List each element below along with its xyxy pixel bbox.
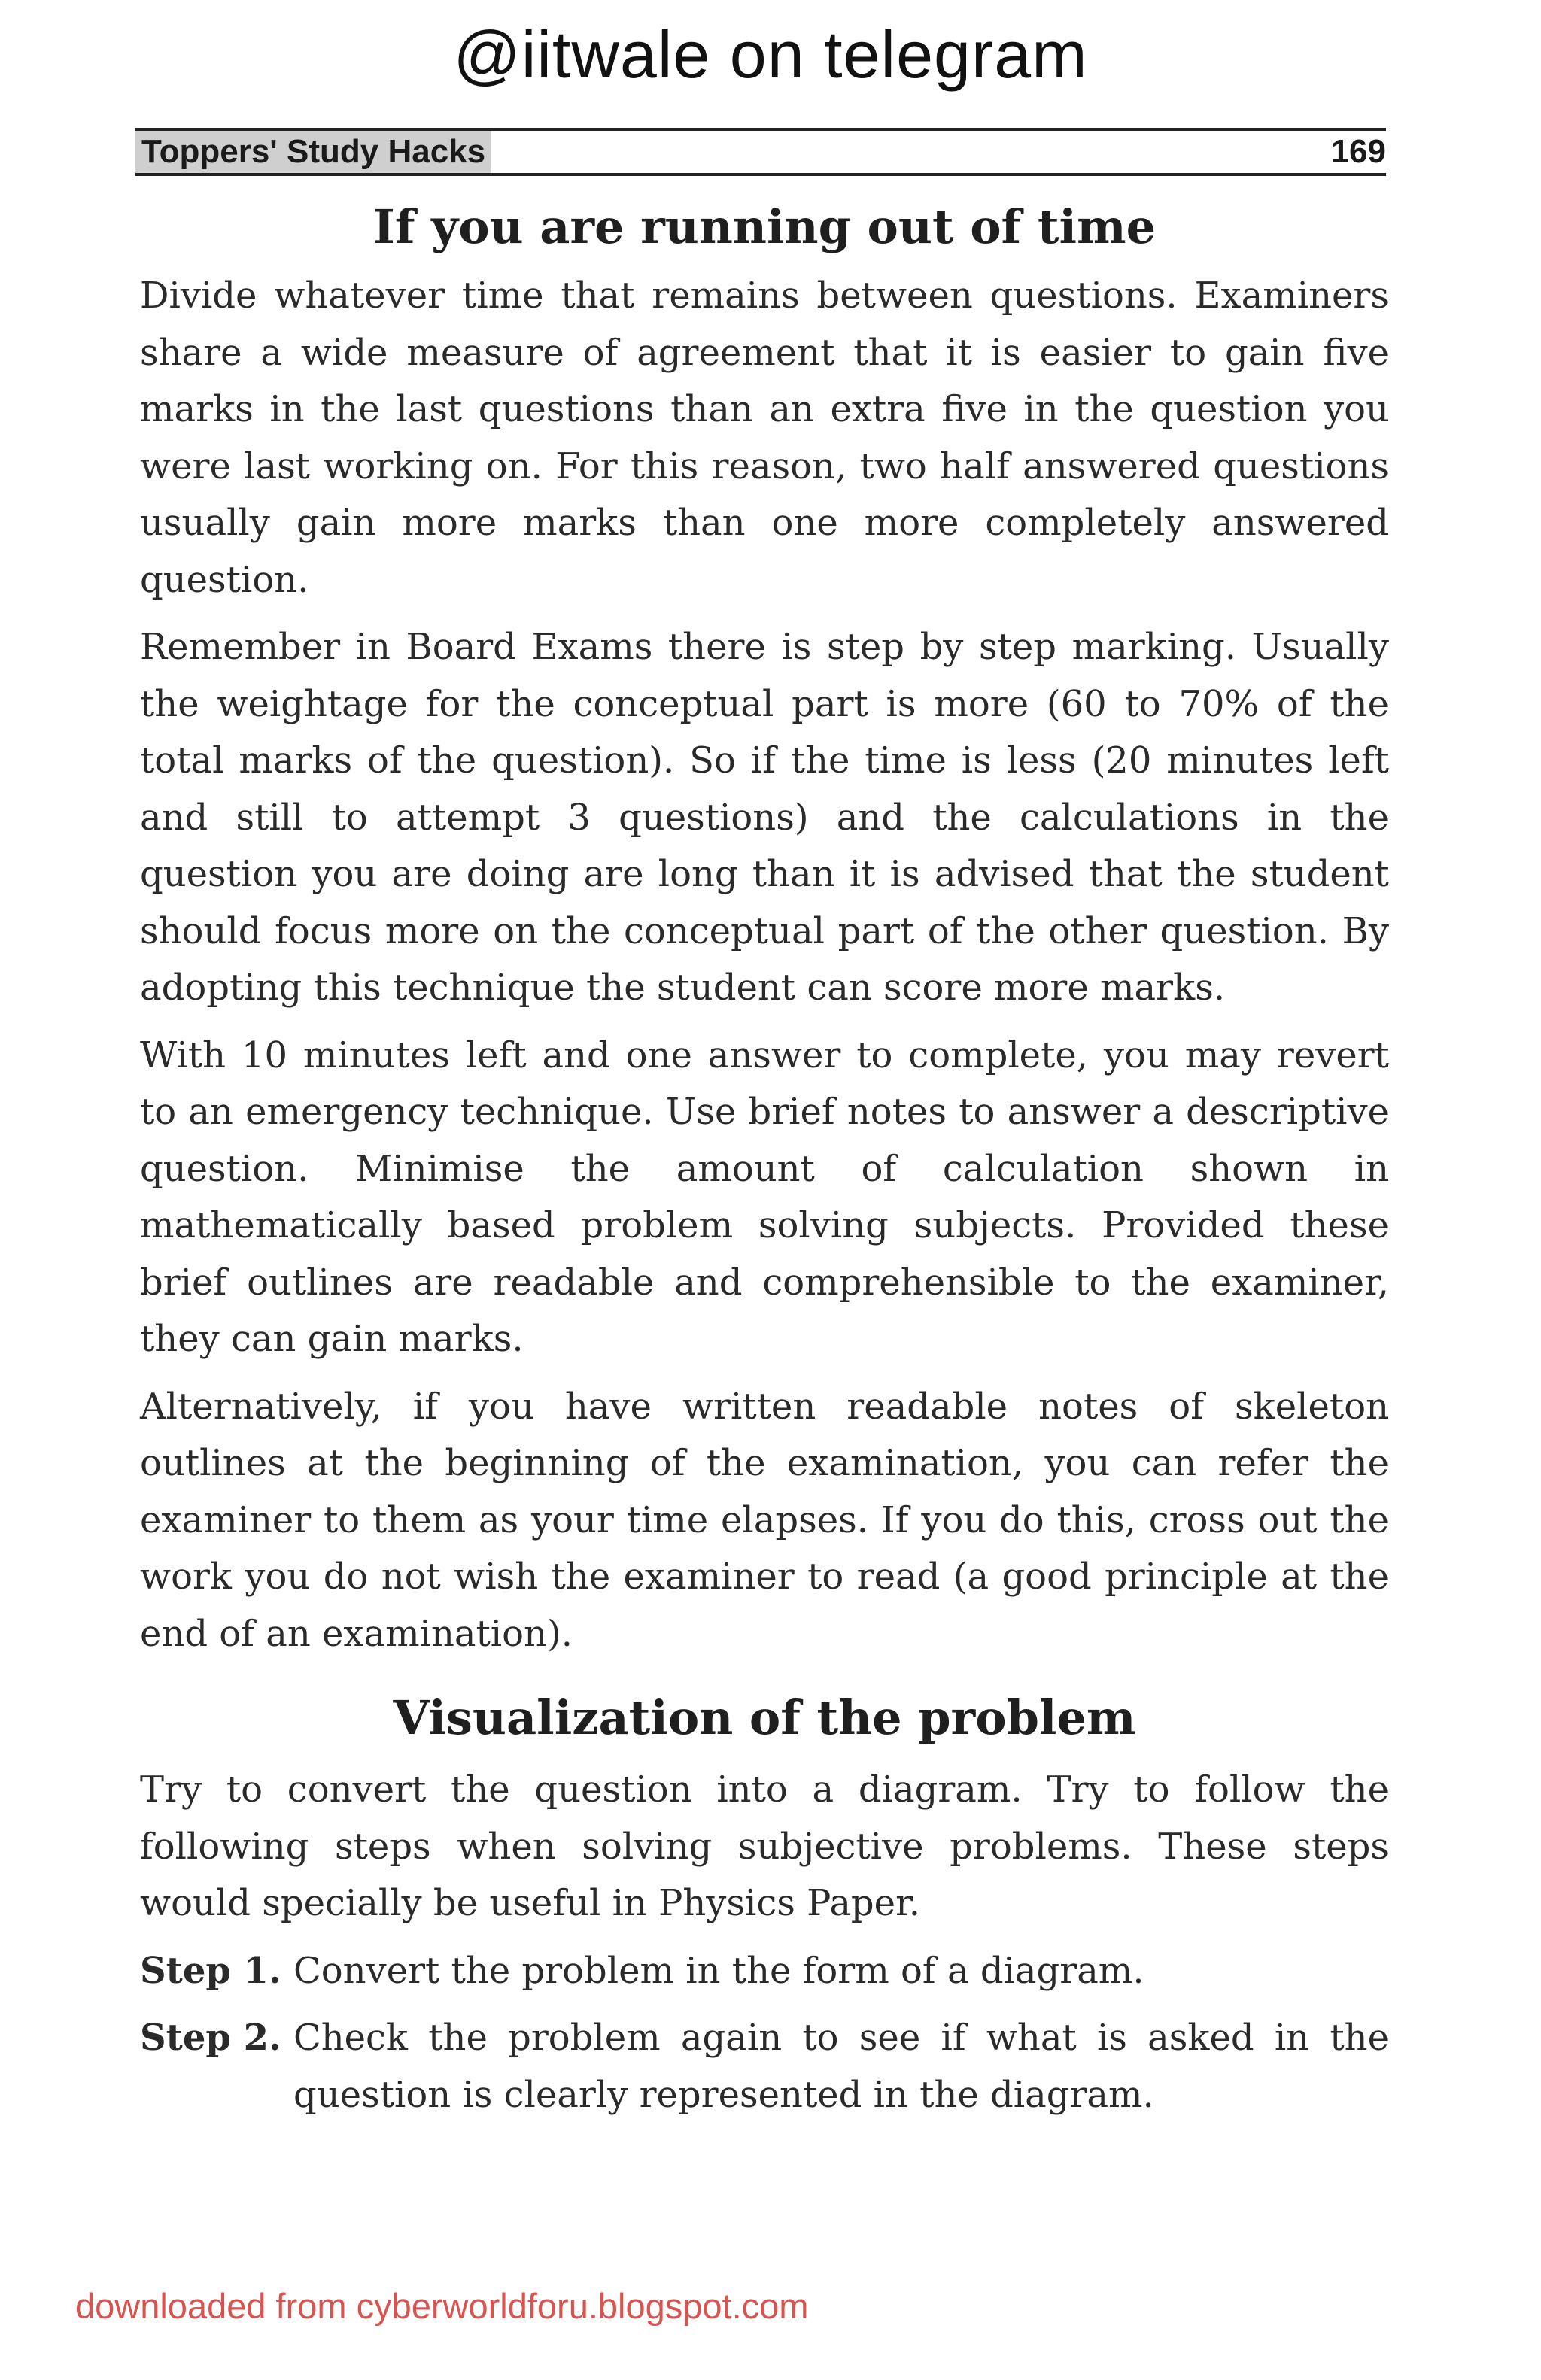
step-label: Step 2.: [140, 2017, 281, 2059]
paragraph: Alternatively, if you have written readable notes of skeleton outlines at the beginning of the examination, you can refer the examiner to them as your time elapses. If you do this, cross out the work you do not wish the examiner to read (a good principle at the end of an examination).: [140, 1385, 1389, 1655]
paragraph: With 10 minutes left and one answer to complete, you may revert to an emergency technique. Use brief notes to answer a descriptive question. Minimise the amount of calculation shown in mathematically based problem solving subjects. Provided these brief outlines are readable and comprehensible to the examiner, they can gain marks.: [140, 1034, 1389, 1360]
step-text: Convert the problem in the form of a diagram.: [293, 1949, 1144, 1992]
paragraph: Try to convert the question into a diagram. Try to follow the following steps when solving subjective problems. These steps would specially be useful in Physics Paper.: [140, 1768, 1389, 1924]
telegram-watermark: @iitwale on telegram: [453, 17, 1088, 92]
step-label: Step 1.: [140, 1949, 281, 1992]
step-item: [140, 1943, 1389, 2000]
book-title: Toppers' Study Hacks: [135, 131, 491, 173]
paragraph: Divide whatever time that remains between questions. Examiners share a wide measure of agreement that it is easier to gain five marks in the last questions than an extra five in the question you were last working on. For this reason, two half answered questions usually gain more marks than one more completely answered question.: [140, 275, 1389, 601]
section-heading-running-out-of-time: If you are running out of time: [372, 199, 1157, 254]
running-header: [135, 128, 1386, 176]
step-item: [140, 2010, 1389, 2123]
paragraph: Remember in Board Exams there is step by step marking. Usually the weightage for the conceptual part is more (60 to 70% of the total marks of the question). So if the time is less (20 minutes left and still to attempt 3 questions) and the calculations in the question you are doing are long than it is advised that the student should focus more on the conceptual part of the other question. By adopting this technique the student can score more marks.: [140, 626, 1389, 1009]
page-number: 169: [1330, 133, 1386, 170]
page-body: [140, 197, 1389, 2134]
section-heading-visualization: Visualization of the problem: [393, 1690, 1136, 1745]
download-watermark: downloaded from cyberworldforu.blogspot.com: [75, 2286, 809, 2326]
step-text: Check the problem again to see if what is asked in the question is clearly represented in the diagram.: [293, 2017, 1389, 2116]
